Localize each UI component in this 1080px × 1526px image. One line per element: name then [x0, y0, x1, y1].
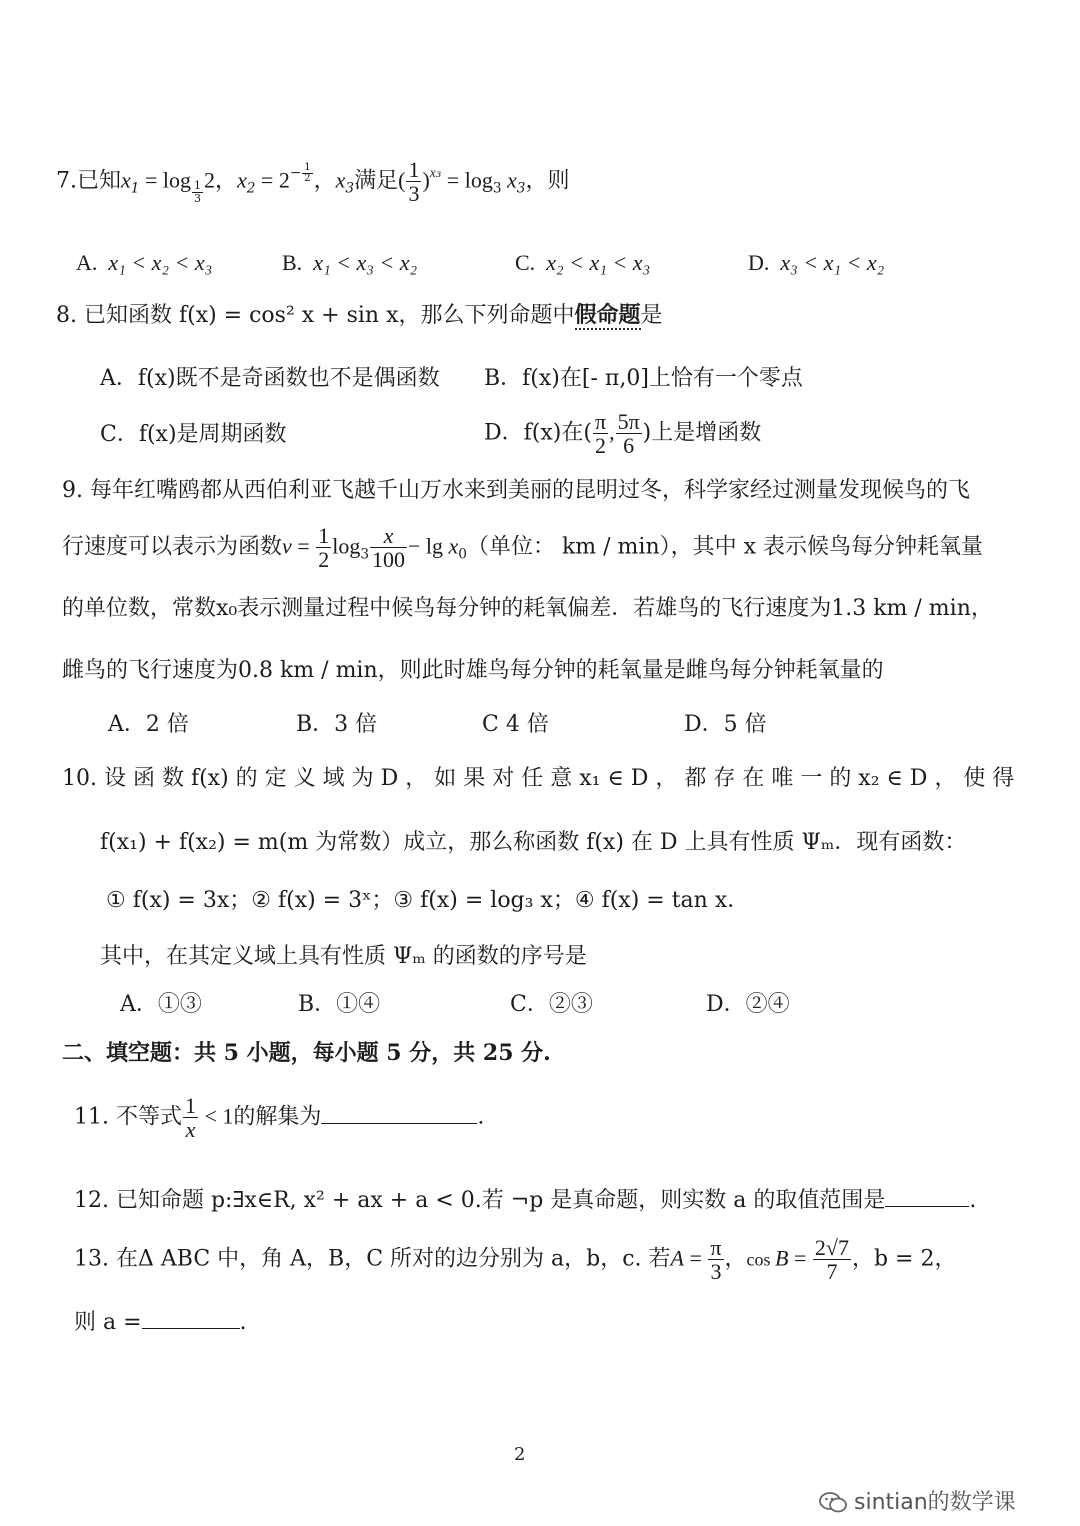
wechat-icon [818, 1491, 848, 1515]
q9-option-b[interactable]: B．3 倍 [296, 712, 378, 737]
q8-stem [56, 302, 663, 329]
q7-stem-mid2: 满足 [354, 168, 399, 194]
q7-stem-prefix: 7.已知 [56, 168, 121, 194]
q9-line-1: 9. 每年红嘴鸥都从西伯利亚飞越千山万水来到美丽的昆明过冬，科学家经过测量发现候鸟的飞 [62, 478, 970, 503]
q8-option-b[interactable]: B．f(x)在[- π,0]上恰有一个零点 [484, 366, 803, 391]
watermark-text: sintian的数学课 [854, 1490, 1016, 1515]
page-number: 2 [514, 1444, 526, 1465]
q7-stem: 7.已知$x_1 = \log$ $\frac{1}{3}$ 2，$x_2 = 2^{- \frac{1}{2}}$ ，$x_3$满足( $\frac{1}{3}$ )$^{x_3} = \log_3 x_3$，则 [56, 157, 570, 207]
q9-option-a[interactable]: A．2 倍 [108, 712, 189, 737]
q11-answer-blank[interactable] [321, 1101, 477, 1124]
q7-stem-suffix: ，则 [525, 168, 570, 194]
q11: 11. 不等式 $\frac{1}{x}$ < 1的解集为 . [74, 1093, 485, 1143]
watermark [818, 1490, 1016, 1516]
q10-option-d[interactable]: D．②④ [706, 992, 790, 1017]
q9-option-d[interactable]: D．5 倍 [684, 712, 767, 737]
q8-stem-text: 8. 已知函数 f(x) = cos² x + sin x，那么下列命题中 [56, 303, 575, 328]
q12: 12. 已知命题 p:∃x∈R, x² + ax + a < 0.若 ¬p 是真命题，则实数 a 的取值范围是 . [74, 1184, 976, 1214]
q8-emphasis: 假命题 [574, 302, 641, 328]
q10-option-c[interactable]: C．②③ [510, 992, 593, 1017]
q9-option-c[interactable]: C 4 倍 [482, 712, 549, 737]
q10-option-b[interactable]: B．①④ [298, 992, 381, 1017]
section-2-heading: 二、填空题：共 5 小题，每小题 5 分，共 25 分. [62, 1040, 551, 1066]
q8-option-c[interactable]: C．f(x)是周期函数 [100, 422, 287, 447]
q9-line-2: 行速度可以表示为函数v = $\frac{1}{2}$ $\log_3$ $\frac{x}{100}$ − $\lg x_0$（单位： km / min），其中 x 表示候鸟每分钟耗氧量 [62, 523, 984, 573]
q10-line-4: 其中，在其定义域上具有性质 Ψₘ 的函数的序号是 [100, 944, 587, 969]
q7-stem-mid1: ， [214, 168, 237, 194]
q13-answer-blank[interactable] [142, 1306, 240, 1329]
q13-line-1: 13. 在Δ ABC 中，角 A，B，C 所对的边分别为 a，b，c. 若A = $\frac{\pi}{3}$ ，cos B = $\frac{2√7}{7}$ ，b = 2， [74, 1235, 957, 1285]
q8-option-a[interactable]: A．f(x)既不是奇函数也不是偶函数 [100, 366, 440, 391]
q9-line-3: 的单位数，常数x₀表示测量过程中候鸟每分钟的耗氧偏差．若雄鸟的飞行速度为1.3 km / min， [62, 596, 993, 621]
q10-line-2: f(x₁) + f(x₂) = m(m 为常数）成立，那么称函数 f(x) 在 D 上具有性质 Ψₘ．现有函数： [100, 830, 967, 855]
q7-option-b[interactable]: B. x₁ < x₃ < x₂ [282, 250, 418, 275]
q7-option-d[interactable]: D. x₃ < x₁ < x₂ [748, 250, 885, 275]
q7-option-a[interactable]: A. x₁ < x₂ < x₃ [76, 250, 213, 275]
q10-line-3: ① f(x) = 3x；② f(x) = 3ˣ；③ f(x) = log₃ x；④ f(x) = tan x． [106, 888, 750, 913]
q7-option-c[interactable]: C. x₂ < x₁ < x₃ [515, 250, 651, 275]
q10-option-a[interactable]: A．①③ [120, 992, 202, 1017]
q13-line-2: 则 a = . [74, 1306, 247, 1336]
q9-line-4: 雌鸟的飞行速度为0.8 km / min，则此时雄鸟每分钟的耗氧量是雌鸟每分钟耗氧量的 [62, 658, 884, 683]
q12-answer-blank[interactable] [885, 1184, 969, 1207]
q10-line-1: 10. 设 函 数 f(x) 的 定 义 域 为 D ， 如 果 对 任 意 x₁ ∈ D ， 都 存 在 唯 一 的 x₂ ∈ D ， 使 得 [62, 766, 1015, 791]
q8-option-d[interactable]: D．f(x)在( $\frac{\pi}{2}$ , $\frac{5\pi}{6}$ )上是增函数 [484, 409, 762, 459]
q8-stem-tail: 是 [640, 303, 663, 328]
